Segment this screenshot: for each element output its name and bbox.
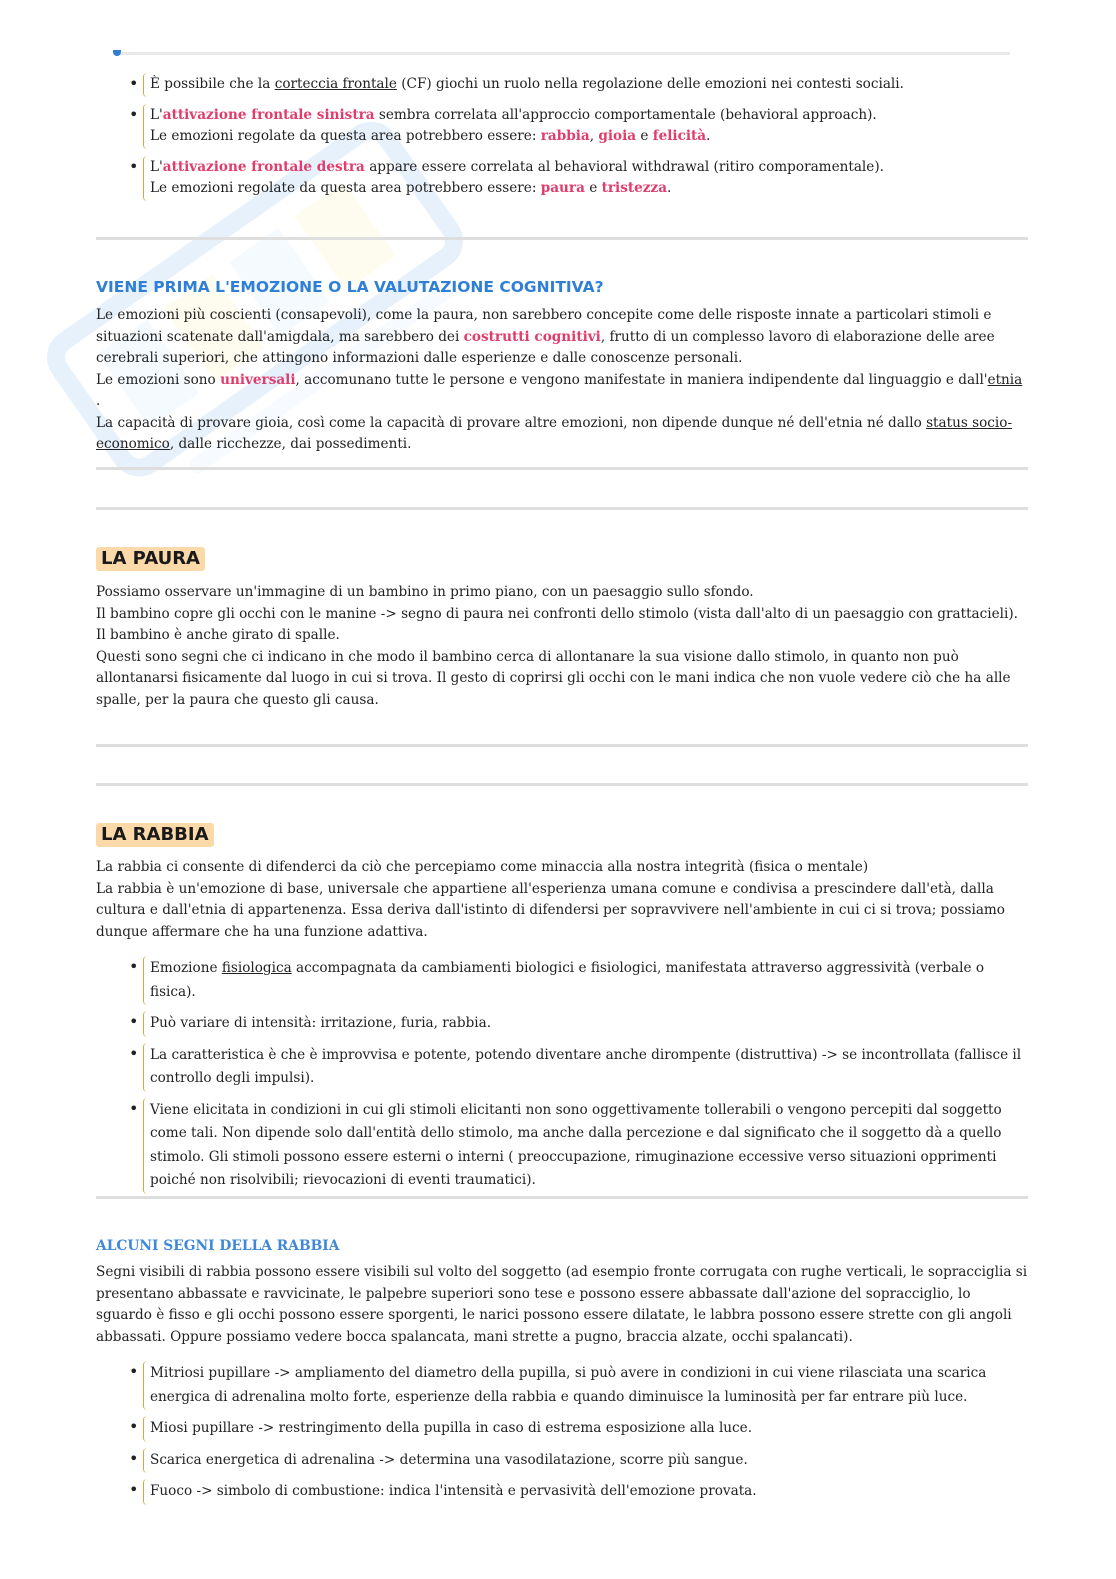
term-universali: universali <box>220 371 296 388</box>
text: La capacità di provare gioia, così come la capacità di provare altre emozioni, non dipende dunque né dell'etnia né dallo <box>96 414 927 431</box>
bullet: • <box>129 1448 139 1468</box>
divider <box>96 783 1028 786</box>
bullet: • <box>129 1362 139 1381</box>
text: , accomunano tutte le persone e vengono manifestate in maniera indipendente dal linguaggio e dall' <box>295 371 988 388</box>
item-text: L' <box>150 158 163 175</box>
item-text: L' <box>150 106 163 123</box>
term-frontale-sinistra: attivazione frontale sinistra <box>162 106 375 123</box>
text: . <box>96 393 101 409</box>
divider <box>96 237 1028 240</box>
item-text: Emozione <box>150 960 222 976</box>
text: La rabbia ci consente di difenderci da ciò che percepiamo come minaccia alla nostra integrità (fisica o mentale) <box>96 859 869 875</box>
term-fisiologica: fisiologica <box>221 960 292 976</box>
top-accent-mark <box>113 50 121 56</box>
section-title-fear: LA PAURA <box>96 547 205 571</box>
item-text: (CF) giochi un ruolo nella regolazione delle emozioni nei contesti sociali. <box>396 76 904 92</box>
emotion-tristezza: tristezza <box>601 180 668 196</box>
separator: e <box>584 180 602 196</box>
item-text: accompagnata da cambiamenti biologici e fisiologici, manifestata attraverso aggressività (verbale o fisica). <box>150 960 985 1000</box>
item-text: La caratteristica è che è improvvisa e potente, potendo diventare anche dirompente (distruttiva) -> se incontrollata (fallisce il controllo degli impulsi). <box>150 1046 1022 1086</box>
text: Possiamo osservare un'immagine di un bambino in primo piano, con un paesaggio sullo sfondo. <box>96 584 754 600</box>
emotion-felicita: felicità <box>652 128 707 144</box>
fear-text <box>96 582 1028 711</box>
item-block <box>143 156 884 201</box>
list-item <box>96 1416 1028 1442</box>
divider <box>96 1196 1028 1199</box>
text: , frutto di un complesso lavoro di elaborazione delle aree cerebrali superiori, che attingono informazioni dalle esperienze e dalle conoscenze personali. <box>96 328 995 366</box>
item-block: Scarica energetica di adrenalina -> determina una vasodilatazione, scorre più sangue. <box>143 1448 748 1474</box>
item-block <box>143 104 877 149</box>
item-text: È possibile che la <box>150 76 275 92</box>
bullet: • <box>129 1417 139 1436</box>
divider <box>96 744 1028 747</box>
brain-list <box>96 73 1028 201</box>
signs-list <box>96 1361 1028 1505</box>
item-block: Mitriosi pupillare -> ampliamento del diametro della pupilla, si può avere in condizioni in cui viene rilasciata una scarica energica di adrenalina molto forte, esperienze della rabbia e quando diminuisce la luminosità per far entrare più luce. <box>143 1361 1028 1410</box>
item-text: appare essere correlata al behavioral withdrawal (ritiro comporamentale). <box>364 158 884 175</box>
text: Il bambino copre gli occhi con le manine -> segno di paura nei confronti dello stimolo (vista dall'alto di un paesaggio con grattacieli). <box>96 605 1018 622</box>
bullet: • <box>129 1043 139 1063</box>
list-item <box>96 956 1028 1005</box>
term-etnia: etnia <box>987 371 1023 388</box>
top-rule <box>115 52 1010 55</box>
bullet: • <box>129 1012 139 1031</box>
separator: . <box>706 128 711 144</box>
cognitive-text <box>96 305 1028 456</box>
item-block <box>143 73 904 97</box>
list-item <box>96 1098 1028 1194</box>
bullet: • <box>129 104 139 124</box>
item-block <box>143 956 1028 1005</box>
signs-text: Segni visibili di rabbia possono essere visibili sul volto del soggetto (ad esempio fronte corrugata con rughe verticali, le sopracciglia si presentano abbassate e ravvicinate, le palpebre superiori sono tese e possono essere abbassate dall'azione del sopracciglio, lo sguardo è fisso e gli occhi possono essere sporgenti, le narici possono essere dilatate, le labbra possono essere strette con gli angoli abbassati. Oppure possiamo vedere bocca spalancata, mani strette a pugno, braccia alzate, occhi spalancati). <box>96 1264 1028 1345</box>
text: Le emozioni più coscienti (consapevoli), come la paura, non sarebbero concepite come delle risposte innate a particolari stimoli e situazioni scatenate dall'amigdala, ma sarebbero dei <box>96 307 992 345</box>
bullet: • <box>129 74 139 93</box>
list-item <box>96 73 1028 97</box>
bullet: • <box>129 156 139 176</box>
item-text: Le emozioni regolate da questa area potrebbero essere: <box>150 180 541 196</box>
item-block <box>143 1011 491 1037</box>
list-item <box>96 1011 1028 1037</box>
list-item <box>96 156 1028 201</box>
bullet: • <box>129 1098 139 1118</box>
text: , dalle ricchezze, dai possedimenti. <box>169 436 412 452</box>
separator: . <box>667 180 672 196</box>
item-text: Viene elicitata in condizioni in cui gli stimoli elicitanti non sono oggettivamente tollerabili o vengono percepiti dal soggetto come tali. Non dipende solo dall'entità dello stimolo, ma anche dalla percezione e dal significato che il soggetto dà a quello stimolo. Gli stimoli possono essere esterni o interni ( preoccupazione, rimuginazione eccessive verso situazioni opprimenti poiché non risolvibili; rievocazioni di eventi traumatici). <box>150 1101 1002 1188</box>
term-frontale-destra: attivazione frontale destra <box>162 158 365 175</box>
text: Questi sono segni che ci indicano in che modo il bambino cerca di allontanare la sua visione dallo stimolo, in quanto non può allontanarsi fisicamente dal luogo in cui si trova. Il gesto di coprirsi gli occhi con le mani indica che non vuole vedere ciò che ha alle spalle, per la paura che questo gli causa. <box>96 648 1011 708</box>
item-text: Può variare di intensità: irritazione, furia, rabbia. <box>150 1015 492 1031</box>
item-block: Fuoco -> simbolo di combustione: indica l'intensità e pervasività dell'emozione provata. <box>143 1479 757 1505</box>
term-status-socio-economico: status socio-economico <box>96 414 1013 452</box>
item-block: Miosi pupillare -> restringimento della pupilla in caso di estrema esposizione alla luce. <box>143 1416 752 1442</box>
item-block <box>143 1043 1028 1092</box>
emotion-rabbia: rabbia <box>540 128 590 144</box>
emotion-paura: paura <box>540 180 585 196</box>
bullet: • <box>129 957 139 976</box>
section-title-cognitive: VIENE PRIMA L'EMOZIONE O LA VALUTAZIONE COGNITIVA? <box>96 278 604 296</box>
emotion-gioia: gioia <box>598 128 637 144</box>
term-corteccia-frontale: corteccia frontale <box>274 76 397 92</box>
anger-list <box>96 956 1028 1194</box>
text: La rabbia è un'emozione di base, universale che appartiene all'esperienza umana comune e condivisa a prescindere dall'età, dalla cultura e dall'etnia di appartenenza. Essa deriva dall'istinto di difendersi per sopravvivere nell'ambiente in cui ci si trova; possiamo dunque affermare che ha una funzione adattiva. <box>96 880 1005 940</box>
divider <box>96 467 1028 470</box>
anger-text <box>96 857 1028 943</box>
item-block <box>143 1098 1028 1194</box>
section-title-signs: ALCUNI SEGNI DELLA RABBIA <box>96 1238 340 1254</box>
list-item <box>96 1043 1028 1092</box>
text: Le emozioni sono <box>96 371 221 388</box>
section-title-anger: LA RABBIA <box>96 823 214 847</box>
text: Il bambino è anche girato di spalle. <box>96 627 340 643</box>
item-text: Le emozioni regolate da questa area potrebbero essere: <box>150 128 541 144</box>
list-item <box>96 1448 1028 1474</box>
separator: , <box>589 128 599 144</box>
term-costrutti-cognitivi: costrutti cognitivi <box>463 328 601 345</box>
item-text: sembra correlata all'approccio comportamentale (behavioral approach). <box>374 106 877 123</box>
separator: e <box>636 128 653 144</box>
list-item <box>96 104 1028 149</box>
bullet: • <box>129 1480 139 1499</box>
list-item <box>96 1361 1028 1410</box>
divider <box>96 507 1028 510</box>
list-item <box>96 1479 1028 1505</box>
